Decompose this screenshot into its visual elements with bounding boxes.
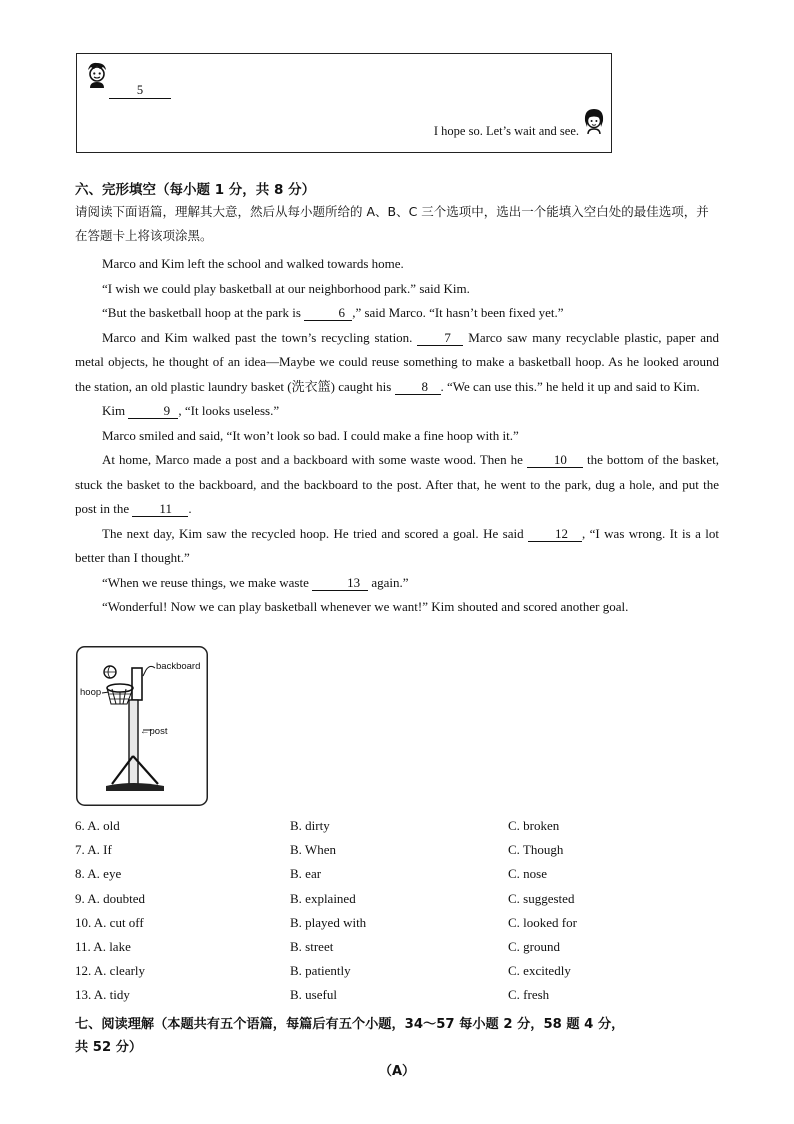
passage-paragraph: “When we reuse things, we make waste 13 again.” — [102, 574, 409, 590]
blank-12: 12 — [528, 527, 582, 542]
label-backboard: backboard — [156, 661, 201, 672]
label-hoop: hoop — [80, 687, 102, 698]
options-list — [75, 814, 695, 1008]
passage-paragraph: Marco and Kim walked past the town’s recycling station. 7 Marco saw many recyclable plastic, paper and metal objects, he thought of an idea—Maybe we could reuse something to make a basketball hoop. As he looked around the station, an old plastic laundry basket (洗衣篮) caught his 8 . “We can use this.” he held it up and said to Kim. — [75, 329, 719, 394]
blank-8: 8 — [395, 380, 441, 395]
option-c: C. Though — [508, 842, 564, 858]
option-a: 8. A. eye — [75, 866, 122, 882]
option-row — [75, 838, 695, 862]
option-a: 9. A. doubted — [75, 890, 146, 906]
passage-paragraph: Marco and Kim left the school and walked towards home. — [102, 256, 404, 271]
cloze-passage — [75, 252, 719, 620]
option-row — [75, 959, 695, 983]
option-b: B. patiently — [290, 963, 351, 979]
option-b: B. ear — [290, 866, 322, 882]
section-6-title: 六、完形填空（每小题 1 分，共 8 分） — [75, 182, 316, 198]
option-b: B. played with — [290, 914, 367, 930]
section-7-title-cont: 共 52 分） — [75, 1040, 143, 1055]
option-c: C. excitedly — [508, 963, 571, 979]
passage-paragraph: “But the basketball hoop at the park is 6 ,” said Marco. “It hasn’t been fixed yet.” — [102, 305, 564, 320]
blank-5: 5 — [109, 84, 171, 99]
option-c: C. suggested — [508, 890, 575, 906]
option-a: 7. A. If — [75, 842, 112, 858]
option-b: B. dirty — [290, 818, 330, 833]
option-row — [75, 911, 695, 935]
passage-a-label: （A） — [378, 1064, 416, 1079]
basketball-hoop-figure — [76, 646, 208, 806]
option-b: B. explained — [290, 890, 356, 906]
blank-9: 9 — [128, 404, 178, 419]
boy-avatar-icon — [85, 61, 109, 89]
section-6-instruction: 请阅读下面语篇，理解其大意，然后从每小题所给的 A、B、C 三个选项中，选出一个能填入空白处的最佳选项，并在答题卡上将该项涂黑。 — [75, 204, 709, 243]
passage-paragraph: The next day, Kim saw the recycled hoop. He tried and scored a goal. He said 12 , “I was wrong. It is a lot better than I thought.” — [75, 525, 720, 565]
option-c: C. fresh — [508, 987, 550, 1003]
dialogue-reply: I hope so. Let’s wait and see. — [433, 124, 579, 138]
option-a: 10. A. cut off — [75, 914, 144, 930]
option-a: 12. A. clearly — [75, 963, 146, 979]
option-c: C. broken — [508, 818, 560, 833]
blank-13: 13 — [312, 576, 368, 591]
passage-paragraph: “I wish we could play basketball at our neighborhood park.” said Kim. — [102, 280, 470, 296]
option-c: C. ground — [508, 938, 560, 954]
option-a: 6. A. old — [75, 818, 120, 833]
passage-paragraph: At home, Marco made a post and a backboard with some waste wood. Then he 10 the bottom of the basket, stuck the basket to the backboard, and the backboard to the post. After that, he went to the park, dug a hole, and put the post in the 11 . — [75, 452, 719, 516]
option-row — [75, 887, 695, 911]
option-b: B. useful — [290, 987, 337, 1003]
option-b: B. street — [290, 938, 334, 954]
blank-7: 7 — [417, 331, 463, 346]
passage-paragraph: Kim 9 , “It looks useless.” — [102, 403, 280, 418]
passage-paragraph: Marco smiled and said, “It won’t look so bad. I could make a fine hoop with it.” — [102, 427, 519, 443]
label-post: ←post — [140, 726, 168, 737]
option-a: 11. A. lake — [75, 938, 131, 954]
option-a: 13. A. tidy — [75, 987, 130, 1003]
option-c: C. nose — [508, 866, 547, 882]
dialogue-box — [76, 53, 612, 153]
blank-6: 6 — [304, 306, 352, 321]
passage-paragraph: “Wonderful! Now we can play basketball whenever we want!” Kim shouted and scored another goal. — [102, 599, 629, 614]
option-row — [75, 814, 695, 838]
option-row — [75, 935, 695, 959]
blank-10: 10 — [527, 453, 583, 468]
option-b: B. When — [290, 842, 336, 858]
girl-avatar-icon — [582, 107, 606, 135]
option-c: C. looked for — [508, 914, 577, 930]
blank-11: 11 — [132, 502, 188, 517]
option-row — [75, 862, 695, 886]
section-7-title: 七、阅读理解（本题共有五个语篇，每篇后有五个小题，34～57 每小题 2 分，58 题 4 分， — [75, 1017, 625, 1032]
option-row — [75, 983, 695, 1007]
